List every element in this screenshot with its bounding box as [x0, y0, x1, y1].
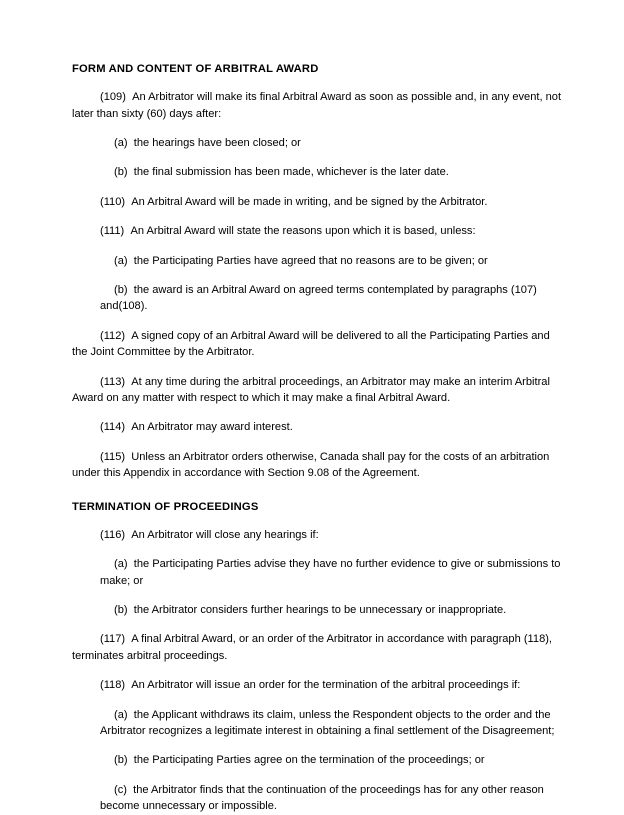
paragraph-number: (b) — [114, 283, 128, 296]
paragraph-text: An Arbitrator will issue an order for the termination of the arbitral proceedings if: — [131, 679, 521, 692]
paragraph-number: (b) — [114, 754, 128, 767]
paragraph-text: An Arbitrator may award interest. — [131, 421, 293, 434]
paragraph-text: the Arbitrator finds that the continuation of the proceedings has for any other reason become unnecessary or impossible. — [100, 783, 544, 813]
paragraph-text: An Arbitrator will make its final Arbitral Award as soon as possible and, in any event, not later than sixty (60) days after: — [72, 91, 562, 120]
paragraph — [72, 419, 568, 435]
paragraph-number: (110) — [100, 195, 126, 208]
paragraph — [72, 135, 568, 151]
paragraph — [72, 449, 568, 482]
paragraph-number: (113) — [100, 375, 126, 388]
paragraph-number: (a) — [114, 136, 128, 149]
paragraph — [72, 527, 568, 543]
paragraph-text: A final Arbitral Award, or an order of the Arbitrator in accordance with paragraph (118), terminates arbitral proceedings. — [72, 633, 553, 662]
paragraph-number: (b) — [114, 166, 128, 179]
paragraph-number: (c) — [114, 783, 127, 796]
paragraph-text: An Arbitrator will close any hearings if: — [131, 528, 319, 541]
paragraph-number: (a) — [114, 708, 128, 721]
paragraph — [72, 253, 568, 269]
document-body — [72, 62, 568, 815]
paragraph-number: (115) — [100, 450, 126, 463]
paragraph-number: (116) — [100, 528, 126, 541]
paragraph-text: the Arbitrator considers further hearings to be unnecessary or inappropriate. — [133, 603, 507, 616]
paragraph — [72, 677, 568, 693]
paragraph-text: the Participating Parties advise they have no further evidence to give or submissions to make; or — [100, 558, 561, 587]
section-heading: TERMINATION OF PROCEEDINGS — [72, 500, 259, 513]
paragraph-text: Unless an Arbitrator orders otherwise, Canada shall pay for the costs of an arbitration under this Appendix in accordance with Section 9.08 of the Agreement. — [72, 450, 550, 480]
paragraph-number: (a) — [114, 254, 128, 267]
paragraph-text: the Participating Parties agree on the termination of the proceedings; or — [133, 754, 485, 767]
paragraph-text: the final submission has been made, whichever is the later date. — [133, 166, 449, 179]
paragraph — [72, 328, 568, 361]
paragraph-number: (b) — [114, 603, 128, 616]
paragraph — [72, 194, 568, 210]
paragraph-text: At any time during the arbitral proceedings, an Arbitrator may make an interim Arbitral Award on any matter with respect to which it may make a final Arbitral Award. — [72, 375, 550, 404]
paragraph — [72, 631, 568, 664]
paragraph — [72, 374, 568, 407]
paragraph-number: (114) — [100, 421, 126, 434]
paragraph — [72, 282, 568, 315]
paragraph-text: A signed copy of an Arbitral Award will be delivered to all the Participating Parties and the Joint Committee by the Arbitrator. — [72, 329, 550, 359]
paragraph — [72, 89, 568, 122]
paragraph-number: (109) — [100, 91, 126, 104]
paragraph — [72, 782, 568, 815]
paragraph — [72, 556, 568, 589]
paragraph-number: (118) — [100, 679, 126, 692]
paragraph-text: An Arbitral Award will state the reasons upon which it is based, unless: — [130, 225, 476, 238]
paragraph-number: (117) — [100, 633, 126, 646]
paragraph — [72, 602, 568, 618]
section-heading: FORM AND CONTENT OF ARBITRAL AWARD — [72, 63, 319, 75]
paragraph-text: the Participating Parties have agreed that no reasons are to be given; or — [133, 254, 488, 267]
paragraph — [72, 707, 568, 740]
paragraph-text: the hearings have been closed; or — [133, 136, 301, 149]
paragraph — [72, 223, 568, 239]
paragraph-text: the award is an Arbitral Award on agreed terms contemplated by paragraphs (107) and(108). — [100, 283, 537, 313]
paragraph-text: the Applicant withdraws its claim, unless the Respondent objects to the order and the Arbitrator recognizes a legitimate interest in obtaining a final settlement of the Disagreement; — [100, 708, 555, 737]
paragraph-number: (111) — [100, 225, 125, 238]
paragraph-number: (a) — [114, 558, 128, 571]
paragraph-number: (112) — [100, 329, 126, 342]
paragraph — [72, 752, 568, 768]
paragraph — [72, 164, 568, 180]
paragraph-text: An Arbitral Award will be made in writing, and be signed by the Arbitrator. — [131, 195, 488, 208]
